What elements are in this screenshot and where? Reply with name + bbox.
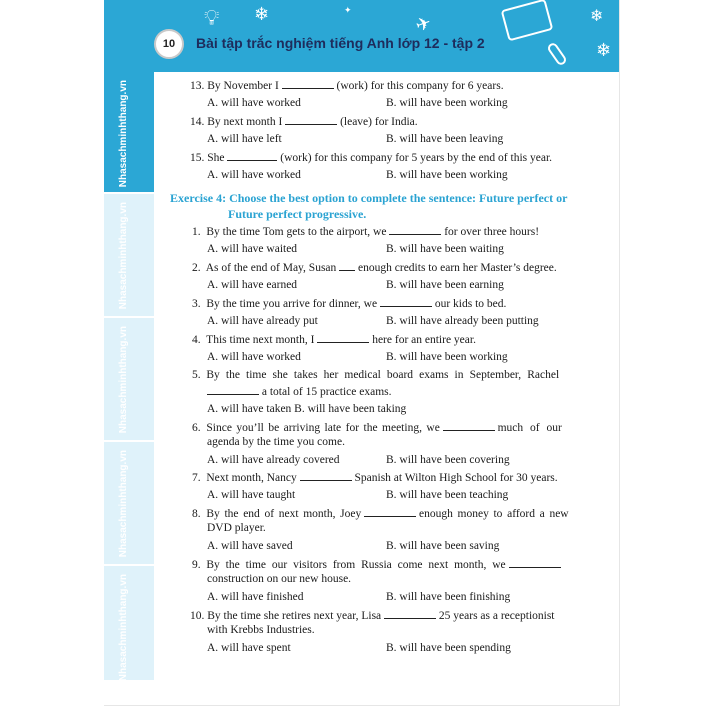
question-14 bbox=[190, 115, 418, 128]
question-text: enough credits to earn her Master’s degree. bbox=[358, 262, 557, 274]
question-9 bbox=[192, 558, 561, 571]
option-a: A. will have taught bbox=[207, 489, 296, 501]
question-5-continued bbox=[207, 385, 392, 398]
snowflake-icon: ❄ bbox=[596, 40, 612, 61]
question-text: for over three hours! bbox=[444, 226, 540, 238]
question-13 bbox=[190, 79, 504, 92]
option-b: B. will have already been putting bbox=[386, 315, 539, 327]
question-text: DVD player. bbox=[207, 522, 266, 534]
side-tab-label: Nhasachminhthang.vn bbox=[118, 326, 129, 434]
answer-blank[interactable] bbox=[380, 297, 432, 307]
side-tab-label: Nhasachminhthang.vn bbox=[118, 450, 129, 558]
question-4 bbox=[192, 333, 476, 346]
option-b: B. will have been spending bbox=[386, 642, 511, 654]
question-text: By the time Tom gets to the airport, we bbox=[206, 226, 387, 238]
question-number: 13. bbox=[190, 80, 205, 92]
exercise-content bbox=[104, 0, 620, 706]
option-b: B. will have been waiting bbox=[386, 243, 504, 255]
options-ab: A. will have taken B. will have been taking bbox=[207, 403, 407, 415]
question-text: our kids to bed. bbox=[434, 298, 507, 310]
question-text: By the time our visitors from Russia come next month, we bbox=[206, 559, 506, 571]
question-text: 25 years as a receptionist bbox=[438, 610, 555, 622]
answer-blank[interactable] bbox=[285, 115, 337, 125]
question-2 bbox=[192, 261, 557, 274]
question-number: 5. bbox=[192, 369, 201, 381]
answer-blank[interactable] bbox=[364, 507, 416, 517]
option-b: B. will have been earning bbox=[386, 279, 504, 291]
question-number: 6. bbox=[192, 422, 201, 434]
book-title: Bài tập trắc nghiệm tiếng Anh lớp 12 - tập 2 bbox=[196, 35, 485, 51]
lightbulb-icon: 💡︎ bbox=[204, 6, 220, 31]
option-b: B. will have been covering bbox=[386, 454, 510, 466]
question-text: (work) for this company for 6 years. bbox=[336, 80, 504, 92]
question-number: 15. bbox=[190, 152, 205, 164]
question-8 bbox=[192, 507, 569, 520]
question-text: By the time she takes her medical board exams in September, Rachel bbox=[206, 369, 560, 381]
question-text: a total of 15 practice exams. bbox=[261, 386, 392, 398]
answer-blank[interactable] bbox=[317, 333, 369, 343]
option-a: A. will have waited bbox=[207, 243, 298, 255]
option-a: A. will have saved bbox=[207, 540, 293, 552]
answer-blank[interactable] bbox=[282, 79, 334, 89]
snowflake-icon: ❄ bbox=[590, 6, 604, 25]
option-a: A. will have worked bbox=[207, 97, 301, 109]
option-b: B. will have been teaching bbox=[386, 489, 509, 501]
question-text: By November I bbox=[207, 80, 279, 92]
side-tab-label: Nhasachminhthang.vn bbox=[118, 80, 129, 188]
question-text: This time next month, I bbox=[206, 334, 315, 346]
question-text: By next month I bbox=[207, 116, 283, 128]
star-icon: ✦ bbox=[344, 6, 352, 16]
question-5 bbox=[192, 369, 559, 381]
question-15 bbox=[190, 151, 552, 164]
option-a: A. will have worked bbox=[207, 169, 301, 181]
side-tab-label: Nhasachminhthang.vn bbox=[118, 574, 129, 682]
question-text: She bbox=[207, 152, 225, 164]
side-tab-label: Nhasachminhthang.vn bbox=[118, 202, 129, 310]
exercise-title: Exercise 4: Choose the best option to complete the sentence: Future perfect or bbox=[170, 191, 568, 205]
question-number: 9. bbox=[192, 559, 201, 571]
option-a: A. will have earned bbox=[207, 279, 298, 291]
exercise-title: Future perfect progressive. bbox=[228, 207, 367, 221]
question-text: construction on our new house. bbox=[207, 573, 352, 585]
option-a: A. will have spent bbox=[207, 642, 291, 654]
question-text: Spanish at Wilton High School for 30 years. bbox=[354, 472, 558, 484]
answer-blank[interactable] bbox=[300, 471, 352, 481]
question-number: 7. bbox=[192, 472, 201, 484]
question-text: By the time you arrive for dinner, we bbox=[206, 298, 378, 310]
option-a: A. will have finished bbox=[207, 591, 304, 603]
option-b: B. will have been working bbox=[386, 97, 508, 109]
question-number: 14. bbox=[190, 116, 205, 128]
option-b: B. will have been working bbox=[386, 351, 508, 363]
question-text: enough money to afford a new bbox=[418, 508, 569, 520]
question-number: 4. bbox=[192, 334, 201, 346]
question-text: (work) for this company for 5 years by the end of this year. bbox=[280, 152, 553, 164]
option-b: B. will have been leaving bbox=[386, 133, 504, 145]
plane-icon: ✈ bbox=[412, 12, 435, 37]
answer-blank[interactable] bbox=[443, 421, 495, 431]
question-text: By the time she retires next year, Lisa bbox=[207, 610, 382, 622]
question-text: agenda by the time you come. bbox=[207, 436, 345, 448]
question-6 bbox=[192, 421, 562, 434]
book-page bbox=[104, 0, 620, 706]
option-a: A. will have worked bbox=[207, 351, 301, 363]
question-1 bbox=[192, 225, 539, 238]
option-b: B. will have been working bbox=[386, 169, 508, 181]
question-text: As of the end of May, Susan bbox=[205, 262, 337, 274]
question-10 bbox=[190, 609, 555, 622]
question-3 bbox=[192, 297, 506, 310]
option-b: B. will have been finishing bbox=[386, 591, 511, 603]
answer-blank[interactable] bbox=[339, 261, 355, 271]
question-text: Since you’ll be arriving late for the meeting, we bbox=[206, 422, 440, 434]
option-a: A. will have already put bbox=[207, 315, 318, 327]
answer-blank[interactable] bbox=[509, 558, 561, 568]
option-b: B. will have been saving bbox=[386, 540, 500, 552]
question-text: here for an entire year. bbox=[372, 334, 476, 346]
option-a: A. will have left bbox=[207, 133, 282, 145]
question-number: 8. bbox=[192, 508, 201, 520]
question-text: much of our bbox=[497, 422, 562, 434]
answer-blank[interactable] bbox=[384, 609, 436, 619]
option-a: A. will have already covered bbox=[207, 454, 340, 466]
question-text: By the end of next month, Joey bbox=[206, 508, 362, 520]
snowflake-icon: ❄ bbox=[254, 4, 270, 25]
question-7 bbox=[192, 471, 558, 484]
question-number: 2. bbox=[192, 262, 201, 274]
question-number: 1. bbox=[192, 226, 201, 238]
question-text: (leave) for India. bbox=[340, 116, 418, 128]
question-number: 10. bbox=[190, 610, 205, 622]
page-number: 10 bbox=[154, 29, 184, 59]
answer-blank[interactable] bbox=[207, 385, 259, 395]
question-text: with Krebbs Industries. bbox=[207, 624, 315, 636]
question-text: Next month, Nancy bbox=[206, 472, 297, 484]
question-number: 3. bbox=[192, 298, 201, 310]
answer-blank[interactable] bbox=[227, 151, 277, 161]
answer-blank[interactable] bbox=[389, 225, 441, 235]
